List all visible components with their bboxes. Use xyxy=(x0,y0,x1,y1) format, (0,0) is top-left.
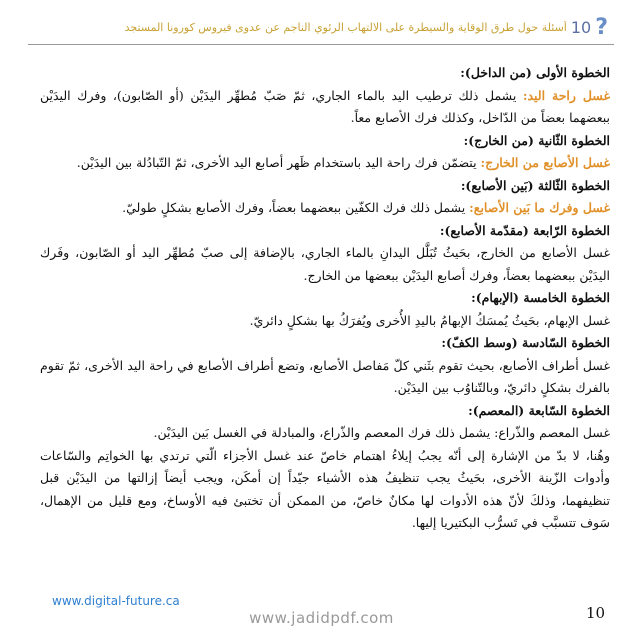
step-2-term: غسل الأصابع من الخارج: xyxy=(480,155,610,170)
step-6-heading: الخطوة السّادسة (وسط الكفّ): xyxy=(441,335,610,350)
header-divider xyxy=(28,44,614,45)
article-body xyxy=(40,62,610,535)
website-link[interactable]: www.digital-future.ca xyxy=(52,594,180,608)
question-number: 10 xyxy=(570,17,592,37)
page-header xyxy=(28,14,608,40)
step-3-body xyxy=(40,197,610,220)
step-2-heading: الخطوة الثّانية (من الخارج): xyxy=(463,132,610,148)
step-4-heading: الخطوة الرّابعة (مقدّمة الأصابع): xyxy=(439,222,610,238)
step-1-text: يشمل ذلك ترطيب اليد بالماء الجاري، ثمّ صَبّ مُطهِّر اليدَيْن (أو الصّابون)، وفرك اليدَيْن ببعضهما بعضاً من الدّاخل، وكذلك فرك الأصابع معاً. xyxy=(40,87,610,125)
step-6-body: غسل أطراف الأصابع، بحيث تقوم بثَني كلّ مَفاصل الأصابع، وتضع أطراف الأصابع في راحة اليد الأخرى، ثمّ تقوم بالفرك بشكلٍ دائريّ، وبالتّناوُب بين اليدَيْن. xyxy=(40,357,610,395)
step-3-heading: الخطوة الثّالثة (بَين الأصابع): xyxy=(460,177,610,193)
question-mark-icon: ? xyxy=(595,14,608,40)
watermark: www.jadidpdf.com xyxy=(249,609,394,627)
step-7-heading: الخطوة السّابعة (المعصم): xyxy=(468,402,610,418)
step-3-text: يشمل ذلك فرك الكفّين ببعضهما بعضاً، وفرك الأصابع بشكلٍ طوليّ. xyxy=(122,200,470,215)
step-1-body xyxy=(40,85,610,130)
step-2-text: يتضمّن فرك راحة اليد باستخدام ظَهر أصابع اليد الأخرى، ثمّ التّبادُلة بين اليدَيْن. xyxy=(76,155,481,170)
step-4-body: غسل الأصابع من الخارج، بحَيثُ تُبَلَّل اليدانِ بالماء الجاري، بالإضافة إلى صبّ مُطهِّر اليد أو الصّابون، وفَرك اليدَيْن ببعضهما بعضاً، وفرك أصابع اليدَيْن ببعضها من الخارج. xyxy=(40,245,610,283)
step-1-term: غسل راحة اليد: xyxy=(522,87,610,103)
page-number: 10 xyxy=(586,604,606,622)
step-3-term: غسل وفرك ما بَين الأصابع: xyxy=(469,200,610,215)
header-title: أسئلة حول طرق الوقاية والسيطرة على الالتهاب الرئوي الناجم عن عدوى فيروس كورونا المستجد xyxy=(124,20,567,34)
closing-paragraph: وهُنا، لا بدّ من الإشارة إلى أنّه يجبُ إيلاءُ اهتمام خاصّ عند غسل الأجزاء الّتي ترتدي بها الخواتِم والسّاعات وأدوات الزّينة الأخرى، بحَيثُ يجب تنظيفُ هذه الأشياء جيّداً إن أمكَن، ويجب أيضاً إزالتها من اليدَيْن قبل تنظيفهما، وذلكَ لأنّ هذه الأدوات لها مكانٌ خاصّ، من الممكن أن تختبئ فيه الأوساخ، ومع قليل من الإهمال، سَوف تتسبَّب في تَسرُّب البكتيريا إليها. xyxy=(40,447,610,530)
step-2-body xyxy=(40,152,610,175)
step-5-heading: الخطوة الخامسة (الإبهام): xyxy=(471,290,610,305)
step-7-body: غسل المعصم والذّراع: يشمل ذلك فرك المعصم والذّراع، والمبادلة في الغسل بَين اليدَيْن. xyxy=(153,425,610,440)
step-1-heading: الخطوة الأولى (من الداخل): xyxy=(460,65,610,80)
step-5-body: غسل الإبهام، بحَيثُ يُمسَكُ الإبهامُ باليدِ الأُخرى ويُفرَكُ بها بشكلٍ دائريّ. xyxy=(249,312,610,328)
